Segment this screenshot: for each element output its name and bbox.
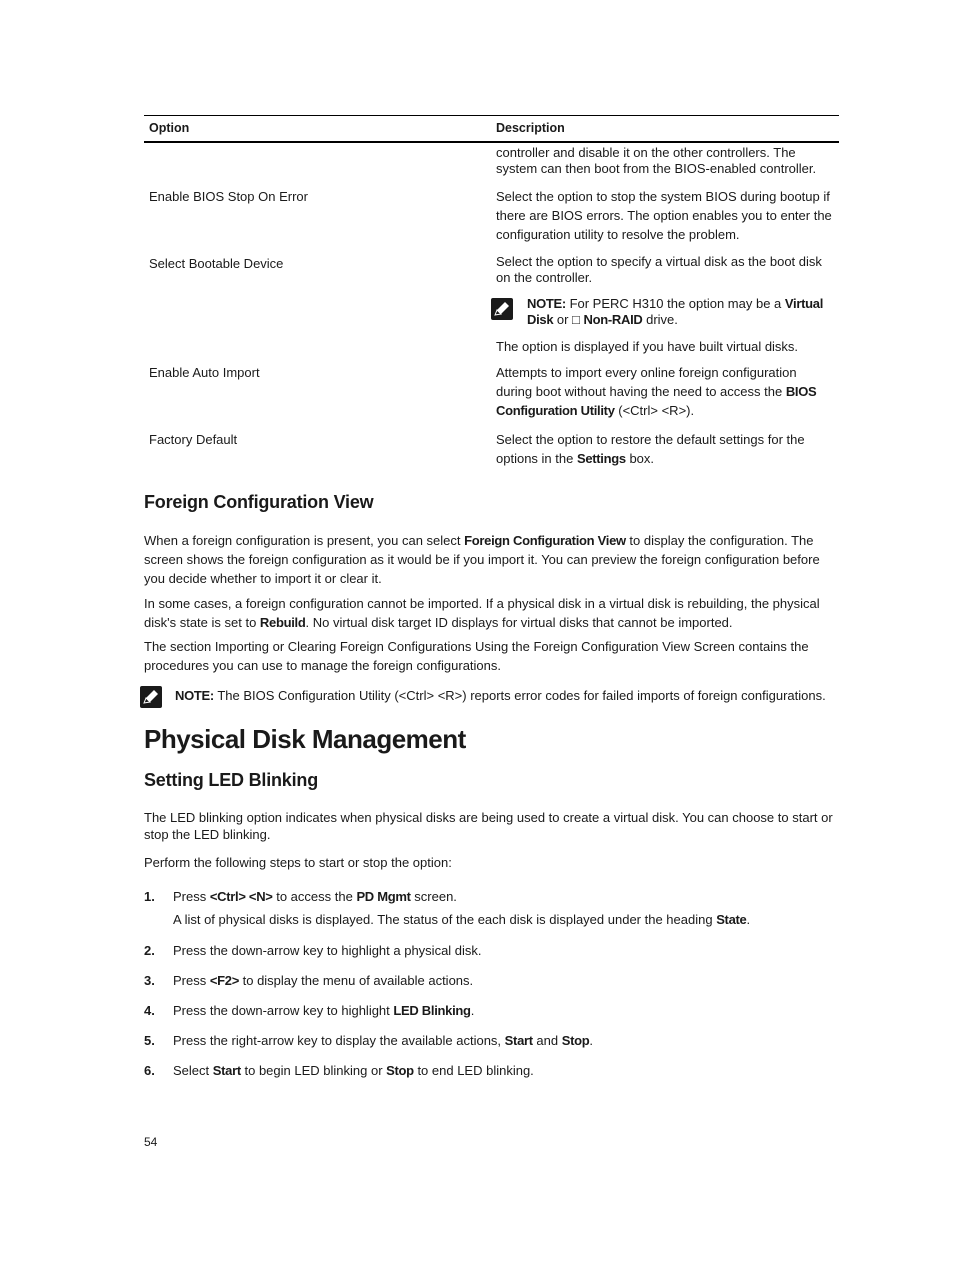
description-cell: Select the option to stop the system BIOS during bootup if there are BIOS errors. The option enables you to enter the configuration utility to resolve the problem. [496, 189, 832, 242]
section-heading-led-blinking: Setting LED Blinking [144, 770, 318, 790]
paragraph: The LED blinking option indicates when physical disks are being used to create a virtual disk. You can choose to start or stop the LED blinking. [144, 810, 833, 842]
note [140, 686, 840, 710]
table-header [144, 115, 839, 143]
note-text: NOTE: The BIOS Configuration Utility (<Ctrl> <R>) reports error codes for failed imports of foreign configurations. [175, 688, 826, 703]
chapter-title: Physical Disk Management [144, 724, 466, 754]
description-cell: Select the option to restore the default settings for the options in the Settings box. [496, 432, 805, 466]
option-cell: Enable BIOS Stop On Error [149, 189, 308, 204]
column-header-option: Option [149, 121, 190, 135]
note-pencil-icon [140, 686, 160, 706]
option-cell: Factory Default [149, 432, 238, 447]
option-cell: Select Bootable Device [149, 256, 284, 271]
page-number: 54 [144, 1135, 158, 1149]
paragraph: The section Importing or Clearing Foreign Configurations Using the Foreign Configuration View Screen contains the procedures you can use to manage the foreign configurations. [144, 639, 809, 673]
paragraph: When a foreign configuration is present, you can select Foreign Configuration View to display the configuration. The screen shows the foreign configuration as it would be if you import it. You can preview the foreign configuration before you decide whether to import it or clear it. [144, 533, 820, 586]
description-cell: Select the option to specify a virtual disk as the boot disk on the controller. [496, 254, 822, 285]
note-pencil-icon [491, 298, 511, 318]
description-cell: controller and disable it on the other controllers. The system can then boot from the BIOS-enabled controller. [496, 145, 817, 176]
section-heading-foreign-configuration: Foreign Configuration View [144, 492, 374, 512]
option-cell: Enable Auto Import [149, 365, 260, 380]
note-text: NOTE: For PERC H310 the option may be a Virtual Disk or □ Non-RAID drive. [527, 296, 824, 327]
description-cell: Attempts to import every online foreign configuration during boot without having the need to access the BIOS Configuration Utility (<Ctrl> <R>). [496, 365, 817, 418]
step-detail: A list of physical disks is displayed. The status of the each disk is displayed under the heading State. [173, 912, 751, 927]
table-note [491, 296, 836, 332]
description-cell: The option is displayed if you have built virtual disks. [496, 339, 799, 354]
paragraph: Perform the following steps to start or stop the option: [144, 855, 452, 870]
paragraph: In some cases, a foreign configuration cannot be imported. If a physical disk in a virtual disk is rebuilding, the physical disk's state is set to Rebuild. No virtual disk target ID displays for virtual disks that cannot be imported. [144, 596, 820, 630]
options-table [144, 115, 839, 466]
column-header-description: Description [496, 121, 565, 135]
